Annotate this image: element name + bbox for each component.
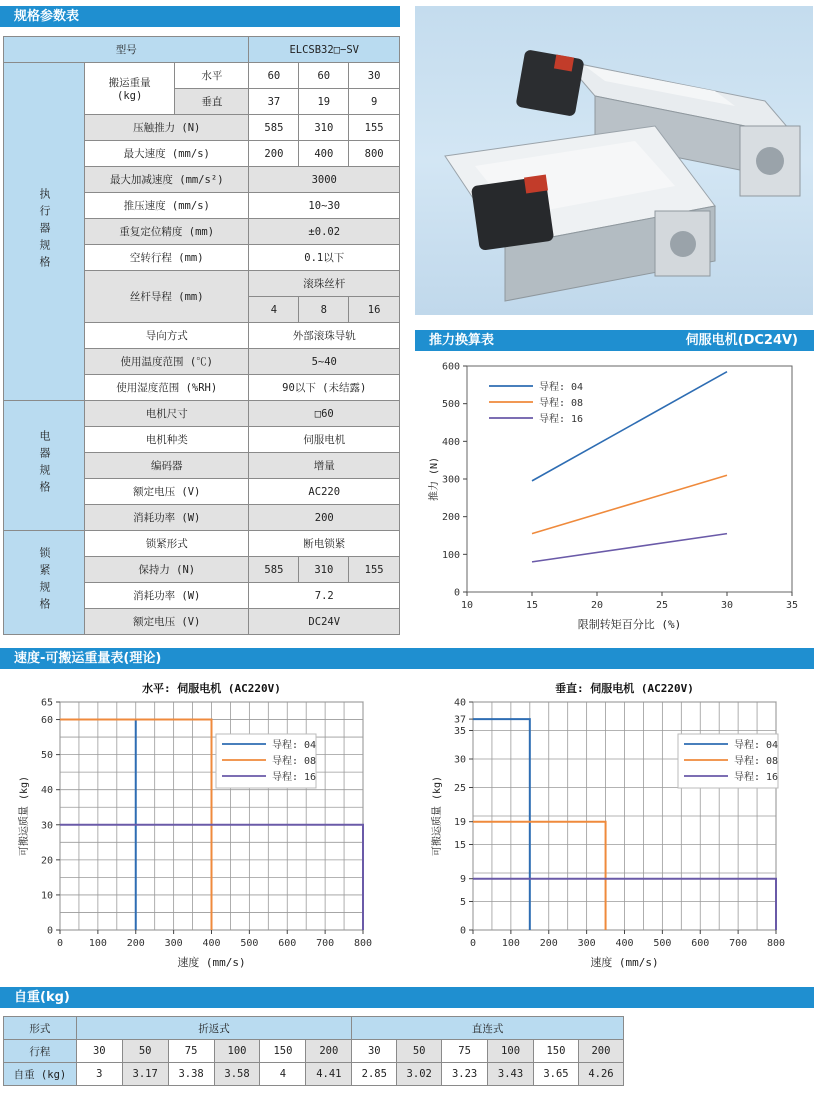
stroke-cell: 75 [168, 1040, 214, 1063]
x-tick-label: 30 [720, 600, 734, 611]
y-tick-label: 19 [453, 817, 466, 829]
y-tick-label: 20 [40, 855, 53, 867]
lock-v-label: 额定电压 (V) [85, 609, 249, 635]
legend-label: 导程: 16 [734, 772, 779, 783]
folded-label: 折返式 [76, 1017, 351, 1040]
x-tick-label: 400 [202, 938, 221, 949]
hold-value: 585 [249, 557, 299, 583]
x-tick-label: 600 [278, 938, 297, 949]
motor-type-label: 电机种类 [85, 427, 249, 453]
hold-value: 310 [299, 557, 349, 583]
x-tick-label: 0 [56, 938, 64, 949]
y-axis-label: 可搬运质量 (kg) [19, 775, 30, 857]
speed-title-bar [0, 648, 814, 669]
plot-area [467, 366, 792, 592]
speed-value: 200 [249, 141, 299, 167]
group-actuator [4, 63, 85, 401]
spec-title-bar [0, 6, 400, 27]
accel-value: 3000 [249, 167, 400, 193]
weight-table [3, 1016, 624, 1086]
x-tick-label: 100 [88, 938, 107, 949]
x-tick-label: 700 [316, 938, 335, 949]
y-tick-label: 9 [459, 874, 466, 886]
horizontal-chart [0, 672, 405, 982]
stroke-cell: 150 [260, 1040, 306, 1063]
y-tick-label: 100 [441, 549, 460, 561]
stroke-cell: 100 [214, 1040, 260, 1063]
repeat-label: 重复定位精度 (mm) [85, 219, 249, 245]
legend-label: 导程: 16 [539, 414, 584, 425]
weight-cell: 4.26 [578, 1063, 623, 1086]
x-tick-label: 0 [469, 938, 477, 949]
x-axis-label: 速度 (mm/s) [590, 956, 659, 969]
weight-cell: 3.17 [122, 1063, 168, 1086]
chart-title: 水平: 伺服电机 (AC220V) [142, 682, 281, 695]
screw-value: 8 [299, 297, 349, 323]
y-tick-label: 30 [453, 754, 466, 766]
product-photo [415, 6, 813, 315]
repeat-value: ±0.02 [249, 219, 400, 245]
speed-title: 速度-可搬运重量表(理论) [14, 651, 162, 666]
horizontal-value: 60 [299, 63, 349, 89]
y-tick-label: 200 [441, 512, 460, 524]
straight-label: 直连式 [352, 1017, 624, 1040]
form-label: 形式 [4, 1017, 77, 1040]
accel-label: 最大加减速度 (mm/s²) [85, 167, 249, 193]
lock-power-value: 7.2 [249, 583, 400, 609]
x-axis-label: 限制转矩百分比 (%) [577, 618, 682, 631]
y-tick-label: 0 [453, 587, 460, 599]
hold-value: 155 [349, 557, 400, 583]
y-tick-label: 65 [40, 697, 53, 709]
legend-label: 导程: 04 [539, 382, 584, 393]
hold-label: 保持力 (N) [85, 557, 249, 583]
speed-value: 400 [299, 141, 349, 167]
thrust-title: 推力换算表 [429, 333, 495, 348]
actuator-illustration [415, 6, 813, 315]
y-tick-label: 40 [40, 785, 53, 797]
stroke-cell: 50 [397, 1040, 442, 1063]
y-tick-label: 0 [459, 925, 466, 937]
lock-power-label: 消耗功率 (W) [85, 583, 249, 609]
power-label: 消耗功率 (W) [85, 505, 249, 531]
x-tick-label: 200 [126, 938, 145, 949]
motor-type-value: 伺服电机 [249, 427, 400, 453]
y-tick-label: 60 [40, 715, 53, 727]
x-tick-label: 700 [729, 938, 748, 949]
stroke-cell: 100 [488, 1040, 534, 1063]
humid-label: 使用湿度范围 (%RH) [85, 375, 249, 401]
x-tick-label: 15 [525, 600, 539, 611]
y-tick-label: 40 [453, 697, 466, 709]
weight-cell: 4.41 [306, 1063, 352, 1086]
group-electrical [4, 401, 85, 531]
rated-v-value: AC220 [249, 479, 400, 505]
x-tick-label: 300 [577, 938, 596, 949]
legend-label: 导程: 04 [272, 740, 317, 751]
x-tick-label: 800 [353, 938, 373, 949]
weight-label: 自重 (kg) [4, 1063, 77, 1086]
weight-cell: 2.85 [352, 1063, 397, 1086]
weight-title-bar [0, 987, 814, 1008]
weight-cell: 3 [76, 1063, 122, 1086]
stroke-cell: 75 [442, 1040, 488, 1063]
motor-size-label: 电机尺寸 [85, 401, 249, 427]
x-tick-label: 20 [590, 600, 604, 611]
weight-cell: 3.58 [214, 1063, 260, 1086]
weight-cell: 3.23 [442, 1063, 488, 1086]
weight-title: 自重(kg) [14, 990, 70, 1005]
x-tick-label: 600 [691, 938, 710, 949]
y-tick-label: 600 [441, 361, 460, 373]
x-tick-label: 800 [766, 938, 786, 949]
spec-title: 规格参数表 [14, 9, 80, 24]
x-tick-label: 100 [501, 938, 520, 949]
model-value: ELCSB32□−SV [249, 37, 400, 63]
y-tick-label: 37 [453, 714, 466, 726]
vertical-chart [410, 672, 815, 982]
model-label: 型号 [4, 37, 249, 63]
temp-value: 5~40 [249, 349, 400, 375]
stroke-label: 行程 [4, 1040, 77, 1063]
weight-cell: 3.38 [168, 1063, 214, 1086]
vertical-label: 垂直 [175, 89, 249, 115]
payload-label: 搬运重量(kg) [85, 63, 175, 115]
stroke-cell: 200 [306, 1040, 352, 1063]
x-tick-label: 500 [653, 938, 672, 949]
vertical-value: 37 [249, 89, 299, 115]
horizontal-value: 60 [249, 63, 299, 89]
x-tick-label: 35 [785, 600, 799, 611]
stroke-cell: 200 [578, 1040, 623, 1063]
y-tick-label: 400 [441, 436, 460, 448]
horizontal-label: 水平 [175, 63, 249, 89]
y-tick-label: 0 [46, 925, 53, 937]
y-tick-label: 10 [40, 890, 53, 902]
x-tick-label: 300 [164, 938, 183, 949]
push-value: 155 [349, 115, 400, 141]
lock-type-value: 断电锁紧 [249, 531, 400, 557]
legend-label: 导程: 08 [272, 756, 317, 767]
chart-title: 垂直: 伺服电机 (AC220V) [555, 682, 694, 695]
push-speed-value: 10~30 [249, 193, 400, 219]
weight-cell: 3.43 [488, 1063, 534, 1086]
group-electrical-label: 电器规格 [38, 430, 51, 498]
temp-label: 使用温度范围 (℃) [85, 349, 249, 375]
power-value: 200 [249, 505, 400, 531]
legend-label: 导程: 08 [734, 756, 779, 767]
stroke-cell: 30 [76, 1040, 122, 1063]
thrust-chart [415, 354, 814, 634]
stroke-cell: 50 [122, 1040, 168, 1063]
x-axis-label: 速度 (mm/s) [177, 956, 246, 969]
y-tick-label: 30 [40, 820, 53, 832]
push-speed-label: 推压速度 (mm/s) [85, 193, 249, 219]
group-actuator-label: 执行器规格 [38, 187, 51, 273]
motor-size-value: □60 [249, 401, 400, 427]
y-axis-label: 推力 (N) [429, 456, 440, 502]
push-value: 310 [299, 115, 349, 141]
encoder-label: 编码器 [85, 453, 249, 479]
y-tick-label: 25 [453, 783, 466, 794]
legend-label: 导程: 04 [734, 740, 779, 751]
thrust-subtitle: 伺服电机(DC24V) [685, 333, 798, 348]
y-tick-label: 50 [40, 750, 53, 762]
vertical-value: 19 [299, 89, 349, 115]
weight-cell: 3.65 [534, 1063, 579, 1086]
y-tick-label: 5 [459, 897, 466, 908]
screw-value: 4 [249, 297, 299, 323]
speed-value: 800 [349, 141, 400, 167]
x-tick-label: 400 [615, 938, 634, 949]
stroke-cell: 30 [352, 1040, 397, 1063]
encoder-value: 增量 [249, 453, 400, 479]
thrust-title-bar [415, 330, 814, 351]
push-label: 压触推力 (N) [85, 115, 249, 141]
screw-value: 16 [349, 297, 400, 323]
vertical-value: 9 [349, 89, 400, 115]
guide-label: 导向方式 [85, 323, 249, 349]
stroke-cell: 150 [534, 1040, 579, 1063]
weight-cell: 4 [260, 1063, 306, 1086]
speed-label: 最大速度 (mm/s) [85, 141, 249, 167]
guide-value: 外部滚珠导轨 [249, 323, 400, 349]
x-tick-label: 25 [655, 600, 669, 611]
rated-v-label: 额定电压 (V) [85, 479, 249, 505]
spec-table [3, 36, 400, 635]
group-lock [4, 531, 85, 635]
legend-label: 导程: 16 [272, 772, 317, 783]
idle-value: 0.1以下 [249, 245, 400, 271]
horizontal-value: 30 [349, 63, 400, 89]
x-tick-label: 200 [539, 938, 558, 949]
weight-cell: 3.02 [397, 1063, 442, 1086]
lock-v-value: DC24V [249, 609, 400, 635]
x-tick-label: 500 [240, 938, 259, 949]
y-tick-label: 300 [441, 474, 460, 486]
screw-label: 丝杆导程 (mm) [85, 271, 249, 323]
humid-value: 90以下 (未结露) [249, 375, 400, 401]
push-value: 585 [249, 115, 299, 141]
group-lock-label: 锁紧规格 [38, 547, 51, 615]
screw-type: 滚珠丝杆 [249, 271, 400, 297]
y-axis-label: 可搬运质量 (kg) [432, 775, 443, 857]
legend-label: 导程: 08 [539, 398, 584, 409]
y-tick-label: 500 [441, 399, 460, 411]
lock-type-label: 锁紧形式 [85, 531, 249, 557]
y-tick-label: 15 [453, 840, 466, 851]
x-tick-label: 10 [460, 600, 474, 611]
y-tick-label: 35 [453, 726, 466, 737]
idle-label: 空转行程 (mm) [85, 245, 249, 271]
